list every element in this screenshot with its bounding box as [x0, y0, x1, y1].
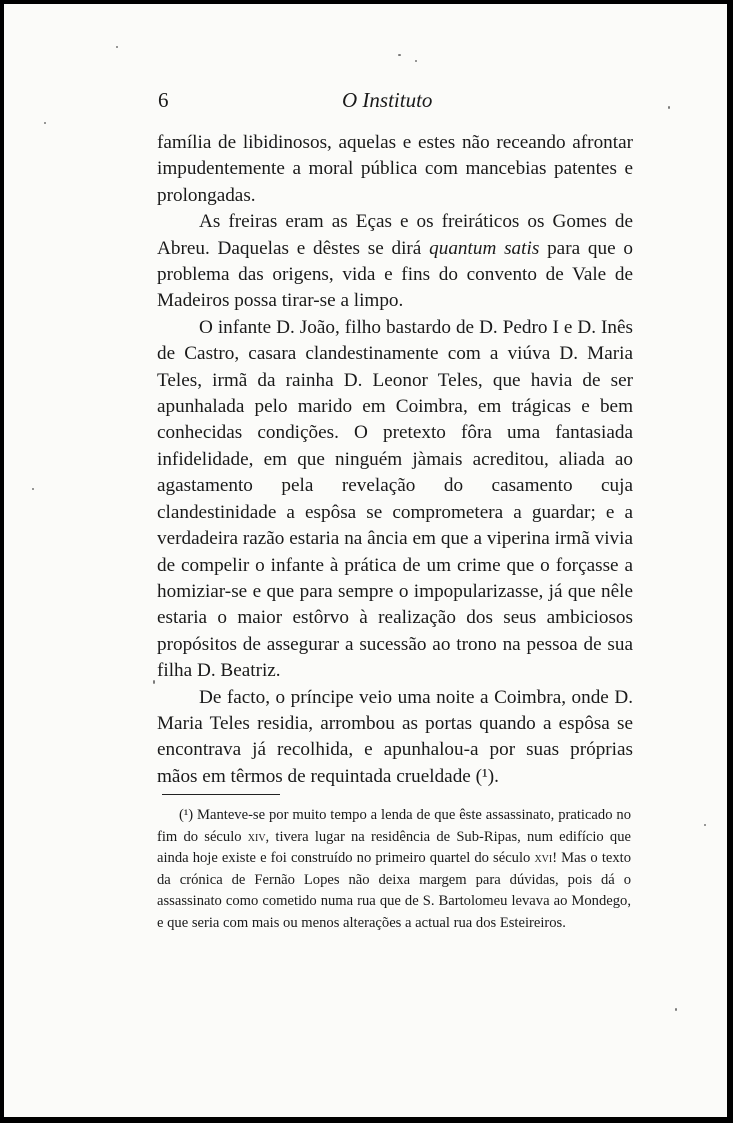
paper-speck	[116, 46, 118, 48]
footnote-marker: (¹)	[179, 807, 194, 823]
journal-title: O Instituto	[342, 88, 433, 112]
paper-speck	[32, 488, 34, 490]
running-head	[4, 88, 727, 118]
paragraph-4	[157, 685, 633, 791]
book-page	[4, 4, 727, 1117]
footnote-text-1: Manteve-se por muito tempo a lenda de que êste assassinato, praticado no fim do século	[157, 807, 631, 845]
paragraph-2	[157, 209, 633, 315]
paragraph-4-text: De facto, o príncipe veio uma noite a Coimbra, onde D. Maria Teles residia, arrombou as portas quando a espôsa se encontrava já recolhida, e apunhalou-a por suas próprias mãos em têrmos de requintada crueldade	[157, 686, 633, 787]
paper-speck	[153, 680, 155, 684]
paper-speck	[44, 122, 46, 124]
footnote-reference: (¹).	[475, 765, 499, 787]
paper-speck	[668, 106, 670, 109]
paragraph-2-start: As freiras eram as Eças e os freiráticos os Gomes de Abreu. Daquelas e dêstes se dirá	[157, 211, 633, 259]
main-text	[157, 130, 633, 790]
footnote	[157, 805, 631, 935]
paragraph-1: família de libidinosos, aquelas e estes não receando afrontar impudentemente a moral pública com mancebias patentes e prolongadas.	[157, 132, 633, 206]
century-fourteen: xiv	[247, 828, 266, 845]
latin-phrase: quantum satis	[429, 237, 540, 259]
paper-speck	[398, 54, 401, 56]
page-number: 6	[158, 88, 169, 112]
footnote-text-3: ! Mas o texto da crónica de Fernão Lopes não deixa margem para dúvidas, pois dá o assassinato como cometido numa rua que de S. Bartolomeu levava ao Mondego, e que seria com mais ou menos alterações a actual rua dos Esteireiros.	[157, 850, 631, 931]
paper-speck	[415, 60, 417, 62]
paragraph-2-end: para que o problema das origens, vida e fins do convento de Vale de Madeiros possa tirar-se a limpo.	[157, 237, 633, 312]
footnote-separator	[162, 794, 280, 795]
paper-speck	[704, 824, 706, 826]
paper-speck	[675, 1008, 677, 1011]
century-sixteen: xvi	[534, 850, 553, 867]
footnote-text-2: , tivera lugar na residência de Sub-Ripas, num edifício que ainda hoje existe e foi construído no primeiro quartel do século	[157, 828, 631, 867]
paragraph-3: O infante D. João, filho bastardo de D. Pedro I e D. Inês de Castro, casara clandestinamente com a viúva D. Maria Teles, irmã da rainha D. Leonor Teles, que havia de ser apunhalada pelo marido em Coimbra, em trágicas e bem conhecidas condições. O pretexto fôra uma fantasiada infidelidade, em que ninguém jàmais acreditou, aliada ao agastamento pela revelação do casamento cuja clandestinidade a espôsa se comprometera a guardar; e a verdadeira razão estaria na ância em que a viperina irmã vivia de compelir o infante à prática de um crime que o forçasse a homiziar-se e que para sempre o impopularizasse, já que nêle estaria o maior estôrvo à realização dos seus ambiciosos propósitos de assegurar a sucessão ao trono na pessoa de sua filha D. Beatriz.	[157, 316, 633, 682]
